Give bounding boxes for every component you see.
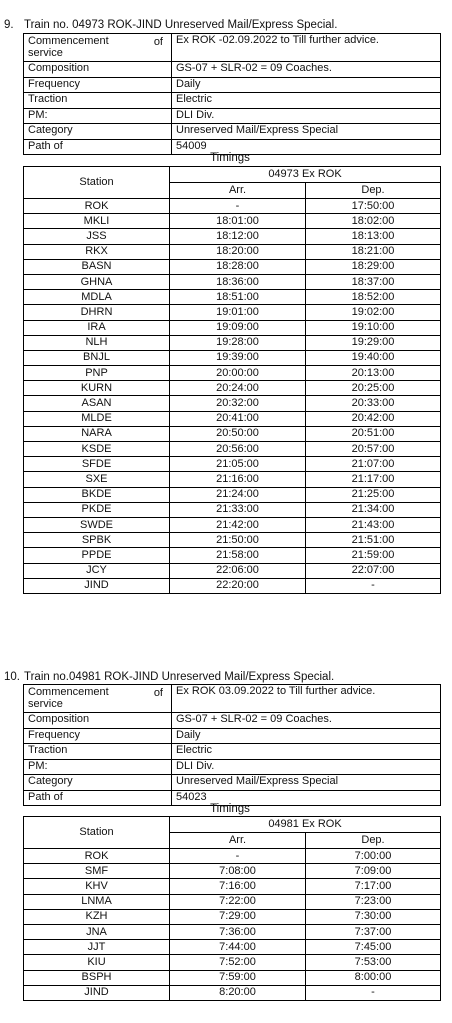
station-cell: SPBK	[24, 533, 170, 548]
table-row	[24, 940, 441, 955]
table-row	[24, 563, 441, 578]
table-row	[24, 290, 441, 305]
path-value: 54023	[172, 790, 441, 806]
table-row	[24, 457, 441, 472]
arrival-cell: 20:50:00	[170, 426, 306, 441]
path-label: Path of	[24, 139, 172, 155]
table-row	[24, 955, 441, 970]
timings-caption: Timings	[210, 803, 250, 815]
arrival-cell: 20:32:00	[170, 396, 306, 411]
station-cell: ASAN	[24, 396, 170, 411]
table-row	[24, 864, 441, 879]
frequency-value: Daily	[172, 77, 441, 93]
arr-header: Arr.	[170, 833, 306, 849]
station-cell: PNP	[24, 366, 170, 381]
station-cell: JSS	[24, 229, 170, 244]
timings-caption: Timings	[210, 152, 250, 164]
table-row	[24, 924, 441, 939]
arrival-cell: 21:05:00	[170, 457, 306, 472]
composition-value: GS-07 + SLR-02 = 09 Coaches.	[172, 713, 441, 729]
departure-cell: 8:00:00	[306, 970, 441, 985]
arrival-cell: -	[170, 849, 306, 864]
station-cell: SWDE	[24, 517, 170, 532]
departure-cell: 19:10:00	[306, 320, 441, 335]
commencement-value: Ex ROK -02.09.2022 to Till further advice.	[172, 34, 441, 62]
station-cell: JIND	[24, 985, 170, 1000]
station-cell: KSDE	[24, 442, 170, 457]
section-number: 9.	[4, 19, 14, 31]
table-row	[24, 214, 441, 229]
train-info-table	[23, 33, 441, 155]
station-cell: GHNA	[24, 274, 170, 289]
commencement-of: of	[153, 36, 163, 48]
departure-cell: 19:02:00	[306, 305, 441, 320]
info-row-category	[24, 775, 441, 791]
departure-cell: 19:29:00	[306, 335, 441, 350]
departure-cell: 7:09:00	[306, 864, 441, 879]
departure-cell: -	[306, 985, 441, 1000]
station-cell: BASN	[24, 259, 170, 274]
pm-value: DLI Div.	[172, 759, 441, 775]
arrival-cell: 18:28:00	[170, 259, 306, 274]
departure-cell: 18:29:00	[306, 259, 441, 274]
departure-cell: 21:25:00	[306, 487, 441, 502]
train-header: 04973 Ex ROK	[170, 167, 441, 183]
arrival-cell: 22:20:00	[170, 578, 306, 593]
timings-table	[23, 166, 441, 594]
path-value: 54009	[172, 139, 441, 155]
station-cell: KURN	[24, 381, 170, 396]
departure-cell: 21:34:00	[306, 502, 441, 517]
table-row	[24, 894, 441, 909]
arrival-cell: 18:01:00	[170, 214, 306, 229]
departure-cell: 21:43:00	[306, 517, 441, 532]
station-cell: MKLI	[24, 214, 170, 229]
arrival-cell: 18:51:00	[170, 290, 306, 305]
departure-cell: 20:42:00	[306, 411, 441, 426]
table-row	[24, 909, 441, 924]
table-row	[24, 396, 441, 411]
station-cell: LNMA	[24, 894, 170, 909]
info-row-frequency	[24, 728, 441, 744]
info-row-traction	[24, 744, 441, 760]
arrival-cell: 20:24:00	[170, 381, 306, 396]
pm-label: PM:	[24, 759, 172, 775]
departure-cell: 22:07:00	[306, 563, 441, 578]
info-row-pm	[24, 108, 441, 124]
table-row	[24, 578, 441, 593]
table-row	[24, 350, 441, 365]
table-row	[24, 502, 441, 517]
departure-cell: 18:37:00	[306, 274, 441, 289]
arrival-cell: 22:06:00	[170, 563, 306, 578]
traction-label: Traction	[24, 744, 172, 760]
arrival-cell: 18:12:00	[170, 229, 306, 244]
departure-cell: 20:33:00	[306, 396, 441, 411]
departure-cell: 20:57:00	[306, 442, 441, 457]
arrival-cell: 18:20:00	[170, 244, 306, 259]
station-cell: NLH	[24, 335, 170, 350]
table-row	[24, 335, 441, 350]
departure-cell: 7:23:00	[306, 894, 441, 909]
composition-label: Composition	[24, 62, 172, 78]
category-value: Unreserved Mail/Express Special	[172, 124, 441, 140]
station-header: Station	[24, 167, 170, 199]
commencement-value: Ex ROK 03.09.2022 to Till further advice.	[172, 685, 441, 713]
table-row	[24, 259, 441, 274]
station-cell: MLDE	[24, 411, 170, 426]
table-row	[24, 305, 441, 320]
arrival-cell: 19:09:00	[170, 320, 306, 335]
path-label: Path of	[24, 790, 172, 806]
arrival-cell: 8:20:00	[170, 985, 306, 1000]
info-row-category	[24, 124, 441, 140]
dep-header: Dep.	[306, 183, 441, 199]
departure-cell: 18:02:00	[306, 214, 441, 229]
section-number: 10.	[4, 671, 20, 683]
departure-cell: 17:50:00	[306, 199, 441, 214]
arrival-cell: 7:44:00	[170, 940, 306, 955]
table-row	[24, 548, 441, 563]
station-cell: JCY	[24, 563, 170, 578]
commencement-label-2: service	[28, 698, 63, 710]
info-row-frequency	[24, 77, 441, 93]
dep-header: Dep.	[306, 833, 441, 849]
table-row	[24, 274, 441, 289]
table-row	[24, 442, 441, 457]
info-row-traction	[24, 93, 441, 109]
station-cell: JNA	[24, 924, 170, 939]
departure-cell: 7:37:00	[306, 924, 441, 939]
train-info-table	[23, 684, 441, 806]
train-title: Train no.04981 ROK-JIND Unreserved Mail/Express Special.	[24, 671, 335, 683]
category-label: Category	[24, 124, 172, 140]
station-cell: KZH	[24, 909, 170, 924]
commencement-of: of	[153, 687, 163, 699]
arrival-cell: 20:41:00	[170, 411, 306, 426]
frequency-label: Frequency	[24, 728, 172, 744]
table-row	[24, 244, 441, 259]
timings-header-row	[24, 167, 441, 183]
train-header: 04981 Ex ROK	[170, 817, 441, 833]
station-cell: NARA	[24, 426, 170, 441]
table-row	[24, 320, 441, 335]
station-cell: MDLA	[24, 290, 170, 305]
traction-value: Electric	[172, 744, 441, 760]
station-cell: ROK	[24, 199, 170, 214]
station-header: Station	[24, 817, 170, 849]
table-row	[24, 879, 441, 894]
station-cell: SFDE	[24, 457, 170, 472]
timings-body	[24, 199, 441, 594]
station-cell: JJT	[24, 940, 170, 955]
category-label: Category	[24, 775, 172, 791]
arrival-cell: 7:36:00	[170, 924, 306, 939]
table-row	[24, 970, 441, 985]
station-cell: BKDE	[24, 487, 170, 502]
traction-label: Traction	[24, 93, 172, 109]
traction-value: Electric	[172, 93, 441, 109]
departure-cell: 20:51:00	[306, 426, 441, 441]
timings-table	[23, 816, 441, 1001]
info-row-commencement	[24, 34, 441, 62]
arrival-cell: 21:50:00	[170, 533, 306, 548]
arrival-cell: 7:29:00	[170, 909, 306, 924]
table-row	[24, 199, 441, 214]
table-row	[24, 985, 441, 1000]
departure-cell: 7:00:00	[306, 849, 441, 864]
arrival-cell: 21:16:00	[170, 472, 306, 487]
departure-cell: 20:13:00	[306, 366, 441, 381]
station-cell: SXE	[24, 472, 170, 487]
station-cell: KIU	[24, 955, 170, 970]
table-row	[24, 849, 441, 864]
arrival-cell: 21:33:00	[170, 502, 306, 517]
category-value: Unreserved Mail/Express Special	[172, 775, 441, 791]
departure-cell: 21:17:00	[306, 472, 441, 487]
arrival-cell: 7:22:00	[170, 894, 306, 909]
section-9-heading	[4, 19, 337, 31]
frequency-value: Daily	[172, 728, 441, 744]
train-title: Train no. 04973 ROK-JIND Unreserved Mail/Express Special.	[24, 19, 338, 31]
departure-cell: 7:30:00	[306, 909, 441, 924]
departure-cell: 7:17:00	[306, 879, 441, 894]
arrival-cell: 21:58:00	[170, 548, 306, 563]
arrival-cell: 7:52:00	[170, 955, 306, 970]
station-cell: BNJL	[24, 350, 170, 365]
arrival-cell: 19:28:00	[170, 335, 306, 350]
station-cell: ROK	[24, 849, 170, 864]
table-row	[24, 411, 441, 426]
departure-cell: 20:25:00	[306, 381, 441, 396]
station-cell: RKX	[24, 244, 170, 259]
frequency-label: Frequency	[24, 77, 172, 93]
arrival-cell: 20:56:00	[170, 442, 306, 457]
section-10-heading	[4, 671, 334, 683]
station-cell: PPDE	[24, 548, 170, 563]
info-row-pm	[24, 759, 441, 775]
table-row	[24, 366, 441, 381]
table-row	[24, 517, 441, 532]
table-row	[24, 487, 441, 502]
timings-body	[24, 849, 441, 1001]
departure-cell: 18:52:00	[306, 290, 441, 305]
arrival-cell: 21:42:00	[170, 517, 306, 532]
table-row	[24, 229, 441, 244]
arrival-cell: 7:08:00	[170, 864, 306, 879]
timings-header-row	[24, 817, 441, 833]
departure-cell: 21:07:00	[306, 457, 441, 472]
arr-header: Arr.	[170, 183, 306, 199]
departure-cell: 7:53:00	[306, 955, 441, 970]
commencement-label: Commencement	[28, 35, 109, 47]
arrival-cell: -	[170, 199, 306, 214]
pm-value: DLI Div.	[172, 108, 441, 124]
table-row	[24, 381, 441, 396]
station-cell: IRA	[24, 320, 170, 335]
station-cell: PKDE	[24, 502, 170, 517]
table-row	[24, 426, 441, 441]
departure-cell: 18:21:00	[306, 244, 441, 259]
departure-cell: 18:13:00	[306, 229, 441, 244]
departure-cell: -	[306, 578, 441, 593]
pm-label: PM:	[24, 108, 172, 124]
departure-cell: 21:51:00	[306, 533, 441, 548]
arrival-cell: 18:36:00	[170, 274, 306, 289]
departure-cell: 7:45:00	[306, 940, 441, 955]
station-cell: JIND	[24, 578, 170, 593]
info-row-composition	[24, 713, 441, 729]
arrival-cell: 7:16:00	[170, 879, 306, 894]
departure-cell: 19:40:00	[306, 350, 441, 365]
composition-value: GS-07 + SLR-02 = 09 Coaches.	[172, 62, 441, 78]
info-row-composition	[24, 62, 441, 78]
table-row	[24, 533, 441, 548]
arrival-cell: 7:59:00	[170, 970, 306, 985]
arrival-cell: 21:24:00	[170, 487, 306, 502]
arrival-cell: 19:39:00	[170, 350, 306, 365]
station-cell: BSPH	[24, 970, 170, 985]
table-row	[24, 472, 441, 487]
info-row-commencement	[24, 685, 441, 713]
station-cell: KHV	[24, 879, 170, 894]
arrival-cell: 20:00:00	[170, 366, 306, 381]
arrival-cell: 19:01:00	[170, 305, 306, 320]
station-cell: DHRN	[24, 305, 170, 320]
departure-cell: 21:59:00	[306, 548, 441, 563]
commencement-label-2: service	[28, 47, 63, 59]
commencement-label: Commencement	[28, 686, 109, 698]
station-cell: SMF	[24, 864, 170, 879]
composition-label: Composition	[24, 713, 172, 729]
